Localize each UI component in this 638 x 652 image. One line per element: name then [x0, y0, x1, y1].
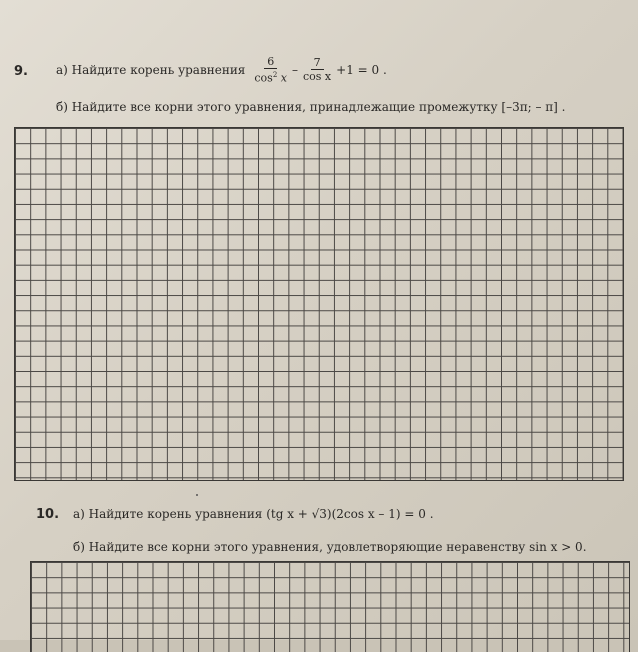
cos-text: cos — [254, 71, 273, 85]
fraction-denominator — [251, 69, 290, 85]
fraction-numerator: 7 — [311, 56, 324, 70]
ink-speck — [196, 494, 198, 496]
problem-9-part-b: б) Найдите все корни этого уравнения, принадлежащие промежутку [–3π; – π] . — [56, 100, 566, 114]
fraction-denominator: cos x — [303, 70, 332, 84]
variable-x: x — [277, 71, 287, 85]
fraction-6-over-cos2x — [251, 55, 290, 85]
answer-grid-9 — [14, 127, 624, 481]
minus-sign: – — [292, 62, 298, 77]
problem-10-part-a: а) Найдите корень уравнения (tg x + √3)(2cos x – 1) = 0 . — [73, 507, 434, 521]
equation-tail: +1 = 0 . — [336, 62, 387, 77]
problem-9-number: 9. — [14, 64, 28, 79]
problem-10-part-b: б) Найдите все корни этого уравнения, удовлетворяющие неравенству sin x > 0. — [73, 540, 587, 554]
problem-10-number: 10. — [36, 507, 60, 522]
exponent: 2 — [272, 71, 278, 79]
fraction-numerator: 6 — [264, 55, 277, 69]
problem-9-part-a — [56, 55, 387, 85]
problem-9-part-a-text: а) Найдите корень уравнения — [56, 62, 246, 77]
fraction-7-over-cosx — [300, 56, 334, 83]
answer-grid-10 — [30, 561, 630, 652]
